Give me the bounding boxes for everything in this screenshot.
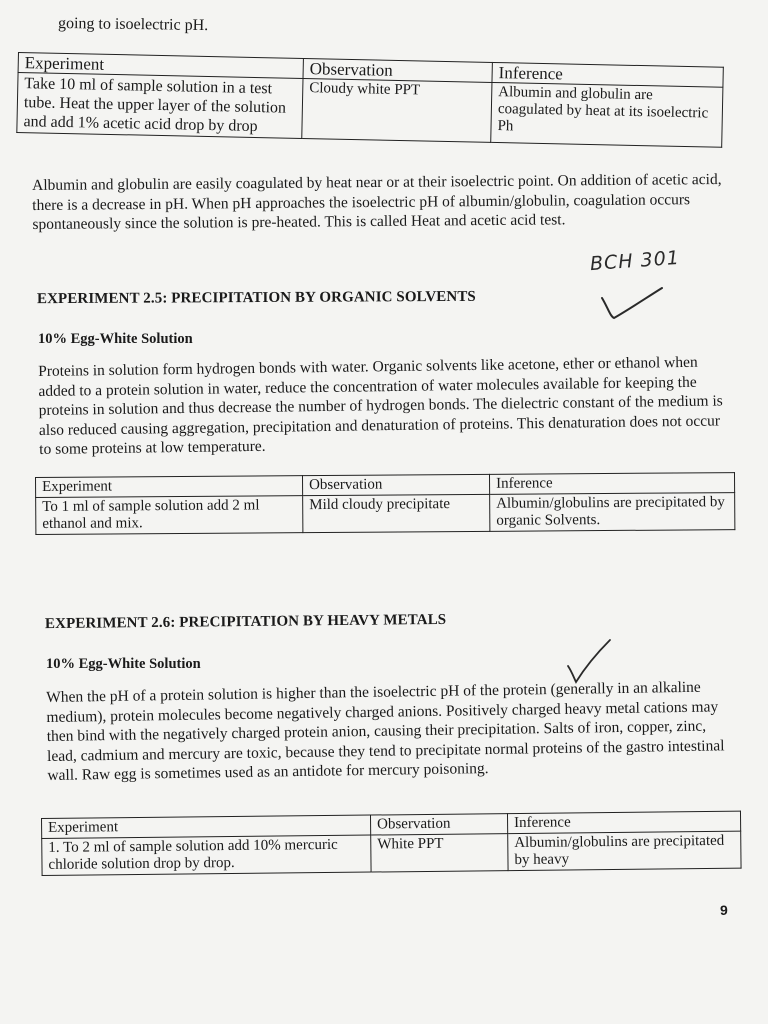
header-observation: Observation — [302, 474, 489, 495]
cell-observation: Mild cloudy precipitate — [303, 494, 490, 532]
cell-experiment: 1. To 2 ml of sample solution add 10% mercuric chloride solution drop by drop. — [42, 835, 371, 875]
top-cut-off-line: going to isoelectric pH. — [57, 14, 209, 35]
organic-solvents-table — [35, 472, 735, 535]
cell-experiment: To 1 ml of sample solution add 2 ml ethanol and mix. — [36, 496, 303, 535]
cell-observation: Cloudy white PPT — [302, 78, 492, 142]
header-observation: Observation — [370, 814, 507, 835]
cell-inference: Albumin/globulins are precipitated by heavy — [508, 831, 741, 870]
table-row — [36, 493, 735, 535]
cell-inference: Albumin and globulin are coagulated by heat at its isoelectric Ph — [491, 82, 723, 147]
header-inference: Inference — [507, 811, 740, 833]
heat-acetic-acid-table — [16, 52, 724, 148]
cell-observation: White PPT — [371, 834, 508, 872]
experiment-2-5-heading: EXPERIMENT 2.5: PRECIPITATION BY ORGANIC SOLVENTS — [36, 288, 476, 308]
table-row — [42, 831, 741, 875]
cell-inference: Albumin/globulins are precipitated by organic Solvents. — [490, 493, 735, 532]
cell-experiment: Take 10 ml of sample solution in a test tube. Heat the upper layer of the solution and add 1% acetic acid drop by drop — [17, 73, 303, 139]
experiment-2-6-paragraph: When the pH of a protein solution is higher than the isoelectric pH of the protein (generally in an alkaline medium), protein molecules become negatively charged anions. Positively charged heavy metal cations may then bind with the negatively charged protein anion, causing their precipitation. Salts of iron, copper, zinc, lead, cadmium and mercury are toxic, because they tend to precipitate normal proteins of the gastro intestinal wall. Raw egg is sometimes used as an antidote for mercury poisoning. — [46, 678, 725, 784]
page-number: 9 — [720, 902, 728, 918]
header-observation: Observation — [303, 58, 492, 82]
heat-acetic-acid-explanation: Albumin and globulin are easily coagulated by heat near or at their isoelectric point. On addition of acetic acid, there is a decrease in pH. When pH approaches the isoelectric pH of albumin/globulin, coagulation occurs spontaneously since the solution is pre-heated. This is called Heat and acetic acid test. — [32, 170, 722, 233]
experiment-2-6-heading: EXPERIMENT 2.6: PRECIPITATION BY HEAVY METALS — [44, 611, 447, 633]
handwritten-course-code: BCH 301 — [589, 246, 681, 276]
header-inference: Inference — [492, 62, 723, 87]
heavy-metals-table — [41, 811, 742, 876]
experiment-2-5-subheading: 10% Egg-White Solution — [38, 331, 193, 347]
header-experiment: Experiment — [42, 815, 371, 838]
header-inference: Inference — [489, 473, 734, 495]
header-experiment: Experiment — [18, 53, 303, 79]
header-experiment: Experiment — [36, 476, 303, 498]
check-mark-icon — [598, 284, 668, 324]
experiment-2-5-paragraph: Proteins in solution form hydrogen bonds with water. Organic solvents like acetone, ether or ethanol when added to a protein solution in water, reduce the concentration of water molecules available for keeping the proteins in solution and thus decrease the number of hydrogen bonds. The dielectric constant of the medium is also reduced causing aggregation, precipitation and denaturation of proteins. This denaturation does not occur to some proteins at low temperature. — [38, 353, 723, 458]
experiment-2-6-subheading: 10% Egg-White Solution — [46, 656, 201, 672]
